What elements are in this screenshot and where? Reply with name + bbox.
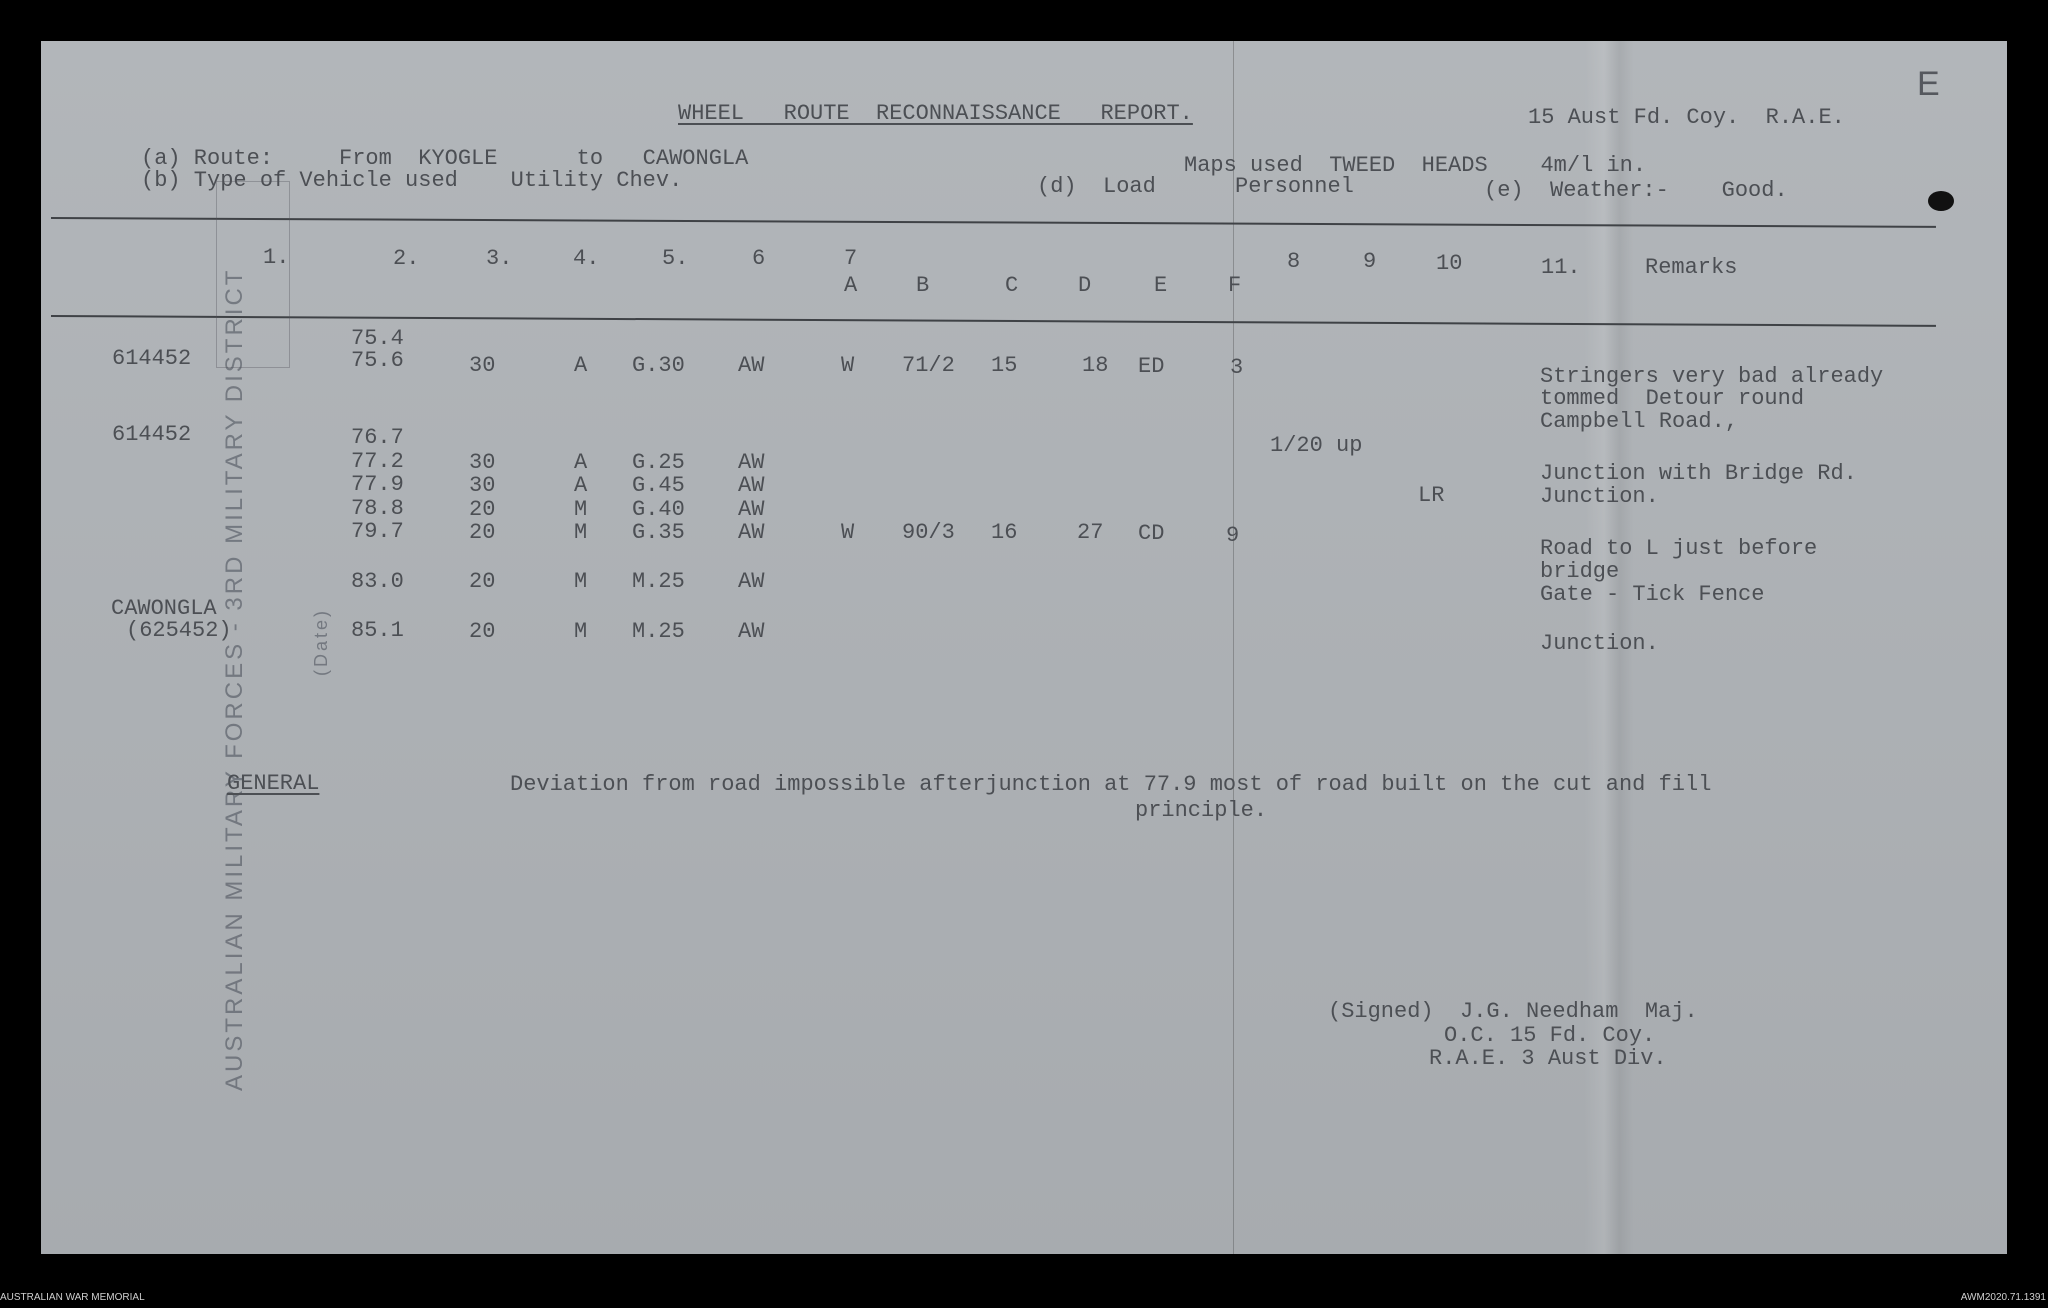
mileage: 85.1 (351, 618, 404, 643)
cell: A (574, 353, 588, 378)
cell: M.25 (632, 569, 685, 594)
unit-name: 15 Aust Fd. Coy. R.A.E. (1528, 105, 1845, 130)
vehicle-line: (b) Type of Vehicle used Utility Chev. (141, 168, 683, 193)
cell: M (574, 497, 588, 522)
cell: G.25 (632, 450, 685, 475)
remark: tommed Detour round (1540, 386, 1805, 411)
cell: 20 (469, 619, 496, 644)
cell: 90/3 (902, 520, 955, 545)
signature-unit: R.A.E. 3 Aust Div. (1429, 1046, 1667, 1071)
mileage: 78.8 (351, 496, 404, 521)
col-2-header: 2. (393, 246, 420, 271)
col-11-header: 11. (1541, 255, 1581, 280)
col-3-header: 3. (486, 246, 513, 271)
cell: W (841, 353, 855, 378)
remarks-header: Remarks (1645, 255, 1738, 280)
cell: 71/2 (902, 353, 955, 378)
document-page (41, 41, 2007, 1254)
cell: AW (738, 353, 765, 378)
weather-line: (e) Weather:- Good. (1484, 178, 1788, 203)
mileage: 77.9 (351, 472, 404, 497)
col-9-header: 9 (1363, 249, 1377, 274)
corner-mark: E (1917, 65, 1940, 103)
cell: ED (1138, 354, 1165, 379)
remark: Junction. (1540, 484, 1659, 509)
mileage: 76.7 (351, 425, 404, 450)
remark: Campbell Road., (1540, 409, 1739, 434)
remark: Stringers very bad already (1540, 364, 1884, 389)
header-rule-bottom (51, 315, 1936, 327)
col-6-header: 6 (752, 246, 766, 271)
cell: A (574, 450, 588, 475)
gradient-note: 1/20 up (1270, 433, 1363, 458)
col-7b-header: B (916, 273, 930, 298)
mileage: 79.7 (351, 519, 404, 544)
cell: AW (738, 497, 765, 522)
general-text-continued: principle. (1135, 798, 1268, 823)
col-5-header: 5. (662, 246, 689, 271)
cell: M.25 (632, 619, 685, 644)
cell: AW (738, 520, 765, 545)
cell: M (574, 520, 588, 545)
cell: AW (738, 569, 765, 594)
cell: 20 (469, 497, 496, 522)
cell: CD (1138, 521, 1165, 546)
load-line: (d) Load Personnel (1037, 174, 1354, 199)
remark: bridge (1540, 559, 1620, 584)
report-title: WHEEL ROUTE RECONNAISSANCE REPORT. (678, 101, 1193, 126)
cell: 18 (1082, 353, 1109, 378)
cell: M (574, 569, 588, 594)
cell: A (574, 473, 588, 498)
cell: 30 (469, 450, 496, 475)
signature-title: O.C. 15 Fd. Coy. (1444, 1023, 1656, 1048)
footer-right: AWM2020.71.1391 (1960, 1292, 2046, 1303)
cell: 15 (991, 353, 1018, 378)
cell: G.45 (632, 473, 685, 498)
cell: 30 (469, 353, 496, 378)
general-text: Deviation from road impossible afterjunction at 77.9 most of road built on the cut and fill (510, 772, 1712, 797)
cell: 16 (991, 520, 1018, 545)
mileage: 75.4 (351, 326, 404, 351)
footer-left: AUSTRALIAN WAR MEMORIAL (0, 1292, 145, 1303)
mileage: 77.2 (351, 449, 404, 474)
col-7c-header: C (1005, 273, 1019, 298)
general-label: GENERAL (227, 771, 320, 796)
stamp-date: (Date) (311, 607, 331, 676)
lr-note: LR (1418, 483, 1445, 508)
place-name: CAWONGLA (111, 596, 217, 621)
col-7e-header: E (1154, 273, 1168, 298)
col-7a-header: A (844, 273, 858, 298)
cell: 27 (1077, 520, 1104, 545)
grid-ref-2: 614452 (112, 422, 192, 447)
cell: AW (738, 450, 765, 475)
grid-ref-1: 614452 (112, 346, 192, 371)
mileage: 75.6 (351, 348, 404, 373)
cell: M (574, 619, 588, 644)
military-stamp: AUSTRALIAN MILITARY FORCES - 3RD MILITARY DISTRICT (221, 267, 248, 1091)
punch-hole (1928, 191, 1954, 211)
col-1-header: 1. (263, 245, 290, 270)
remark: Gate - Tick Fence (1540, 582, 1765, 607)
signature-line: (Signed) J.G. Needham Maj. (1328, 999, 1698, 1024)
cell: 9 (1226, 523, 1240, 548)
mileage: 83.0 (351, 569, 404, 594)
maps-line: Maps used TWEED HEADS 4m/l in. (1184, 153, 1647, 178)
col-10-header: 10 (1436, 251, 1463, 276)
col-7f-header: F (1228, 273, 1242, 298)
remark: Road to L just before (1540, 536, 1818, 561)
col-4-header: 4. (573, 246, 600, 271)
cell: AW (738, 619, 765, 644)
cell: W (841, 520, 855, 545)
place-grid-ref: (625452) (126, 618, 232, 643)
col-7d-header: D (1078, 273, 1092, 298)
cell: 3 (1230, 355, 1244, 380)
col-7-header: 7 (844, 246, 858, 271)
cell: G.35 (632, 520, 685, 545)
cell: 20 (469, 569, 496, 594)
cell: G.40 (632, 497, 685, 522)
remark: Junction with Bridge Rd. (1540, 461, 1857, 486)
remark: Junction. (1540, 631, 1659, 656)
cell: 20 (469, 520, 496, 545)
header-rule-top (51, 217, 1936, 228)
cell: AW (738, 473, 765, 498)
cell: G.30 (632, 353, 685, 378)
col-8-header: 8 (1287, 249, 1301, 274)
cell: 30 (469, 473, 496, 498)
route-line: (a) Route: From KYOGLE to CAWONGLA (141, 146, 749, 171)
